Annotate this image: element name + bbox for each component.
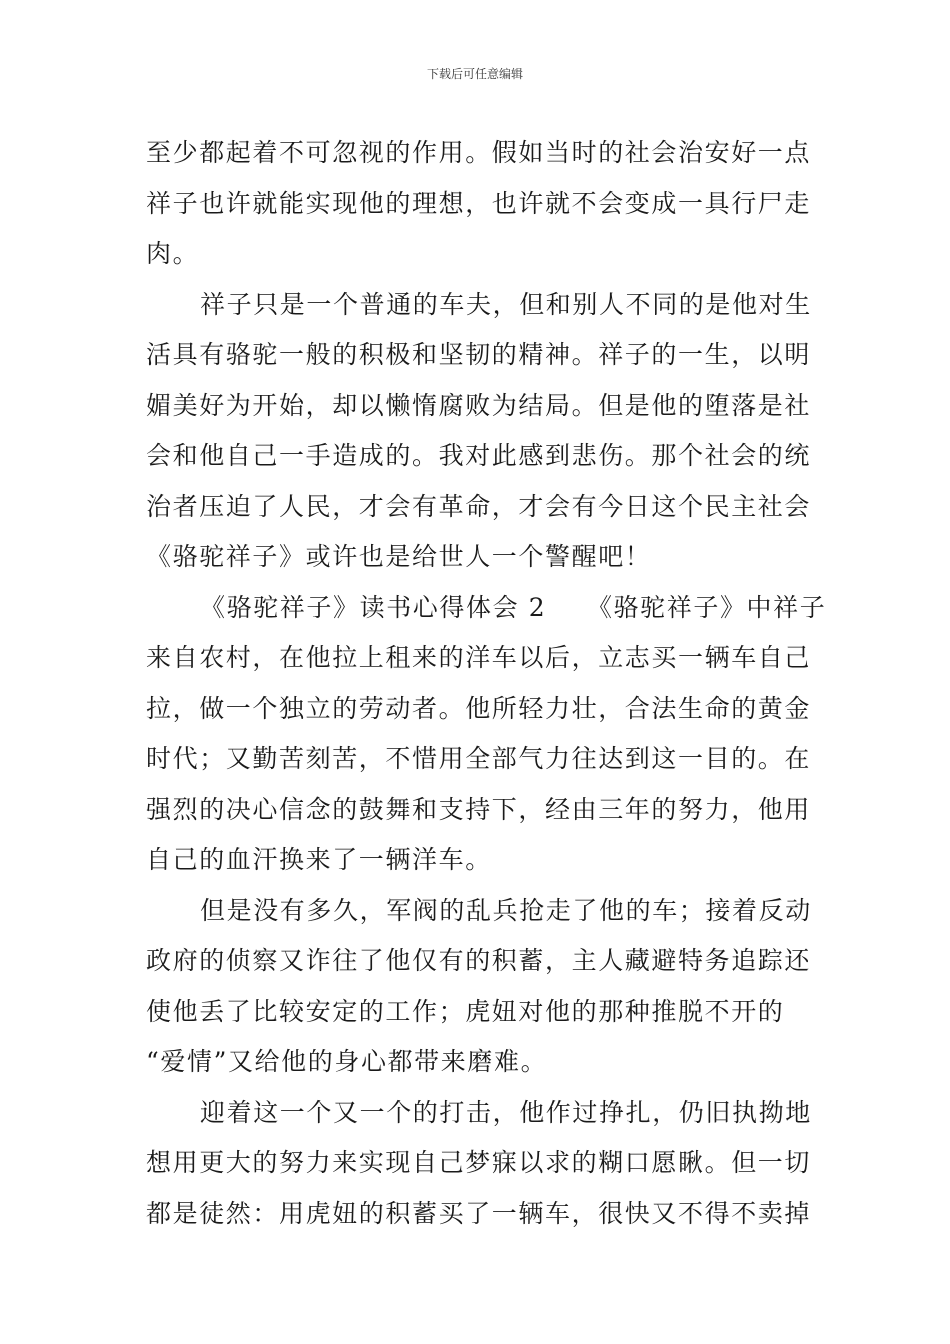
document-body [146,128,827,1239]
text-line: 会和他自己一手造成的。我对此感到悲伤。那个社会的统 [146,441,812,470]
text-line: 时代；又勤苦刻苦，不惜用全部气力往达到这一目的。在 [146,744,812,773]
text-line: 祥子只是一个普通的车夫，但和别人不同的是他对生 [200,289,812,319]
text-line: 至少都起着不可忽视的作用。假如当时的社会治安好一点 [146,138,812,167]
text-line: 祥子也许就能实现他的理想，也许就不会变成一具行尸走 [146,188,812,218]
header-note: 下载后可任意编辑 [426,67,523,81]
text-line: 想用更大的努力来实现自己梦寐以求的糊口愿瞅。但一切 [146,1148,812,1177]
text-line: 迎着这一个又一个的打击，他作过挣扎，仍旧执拗地 [200,1097,812,1127]
text-line: “爱情”又给他的身心都带来磨难。 [146,1047,548,1076]
text-line: 《骆驼祥子》读书心得体会 2 《骆驼祥子》中祥子 [200,592,827,622]
text-line: 政府的侦察又诈往了他仅有的积蓄，主人藏避特务追踪还 [146,946,812,975]
text-line: 来自农村，在他拉上租来的洋车以后，立志买一辆车自己 [146,643,812,672]
text-line: 媚美好为开始，却以懒惰腐败为结局。但是他的堕落是社 [146,390,812,420]
text-line: 但是没有多久，军阀的乱兵抢走了他的车；接着反动 [200,895,812,925]
text-line: 肉。 [146,239,200,268]
text-line: 《骆驼祥子》或许也是给世人一个警醒吧！ [146,542,652,571]
text-line: 活具有骆驼一般的积极和坚韧的精神。祥子的一生，以明 [146,340,812,369]
text-line: 都是徒然：用虎妞的积蓄买了一辆车，很快又不得不卖掉 [146,1198,812,1228]
text-line: 强烈的决心信念的鼓舞和支持下，经由三年的努力，他用 [146,794,812,824]
text-line: 使他丢了比较安定的工作；虎妞对他的那种推脱不开的 [146,996,785,1026]
text-line: 治者压迫了人民，才会有革命，才会有今日这个民主社会 [146,491,812,521]
text-line: 自己的血汗换来了一辆洋车。 [146,845,492,874]
text-line: 拉，做一个独立的劳动者。他所轻力壮，合法生命的黄金 [146,693,812,723]
